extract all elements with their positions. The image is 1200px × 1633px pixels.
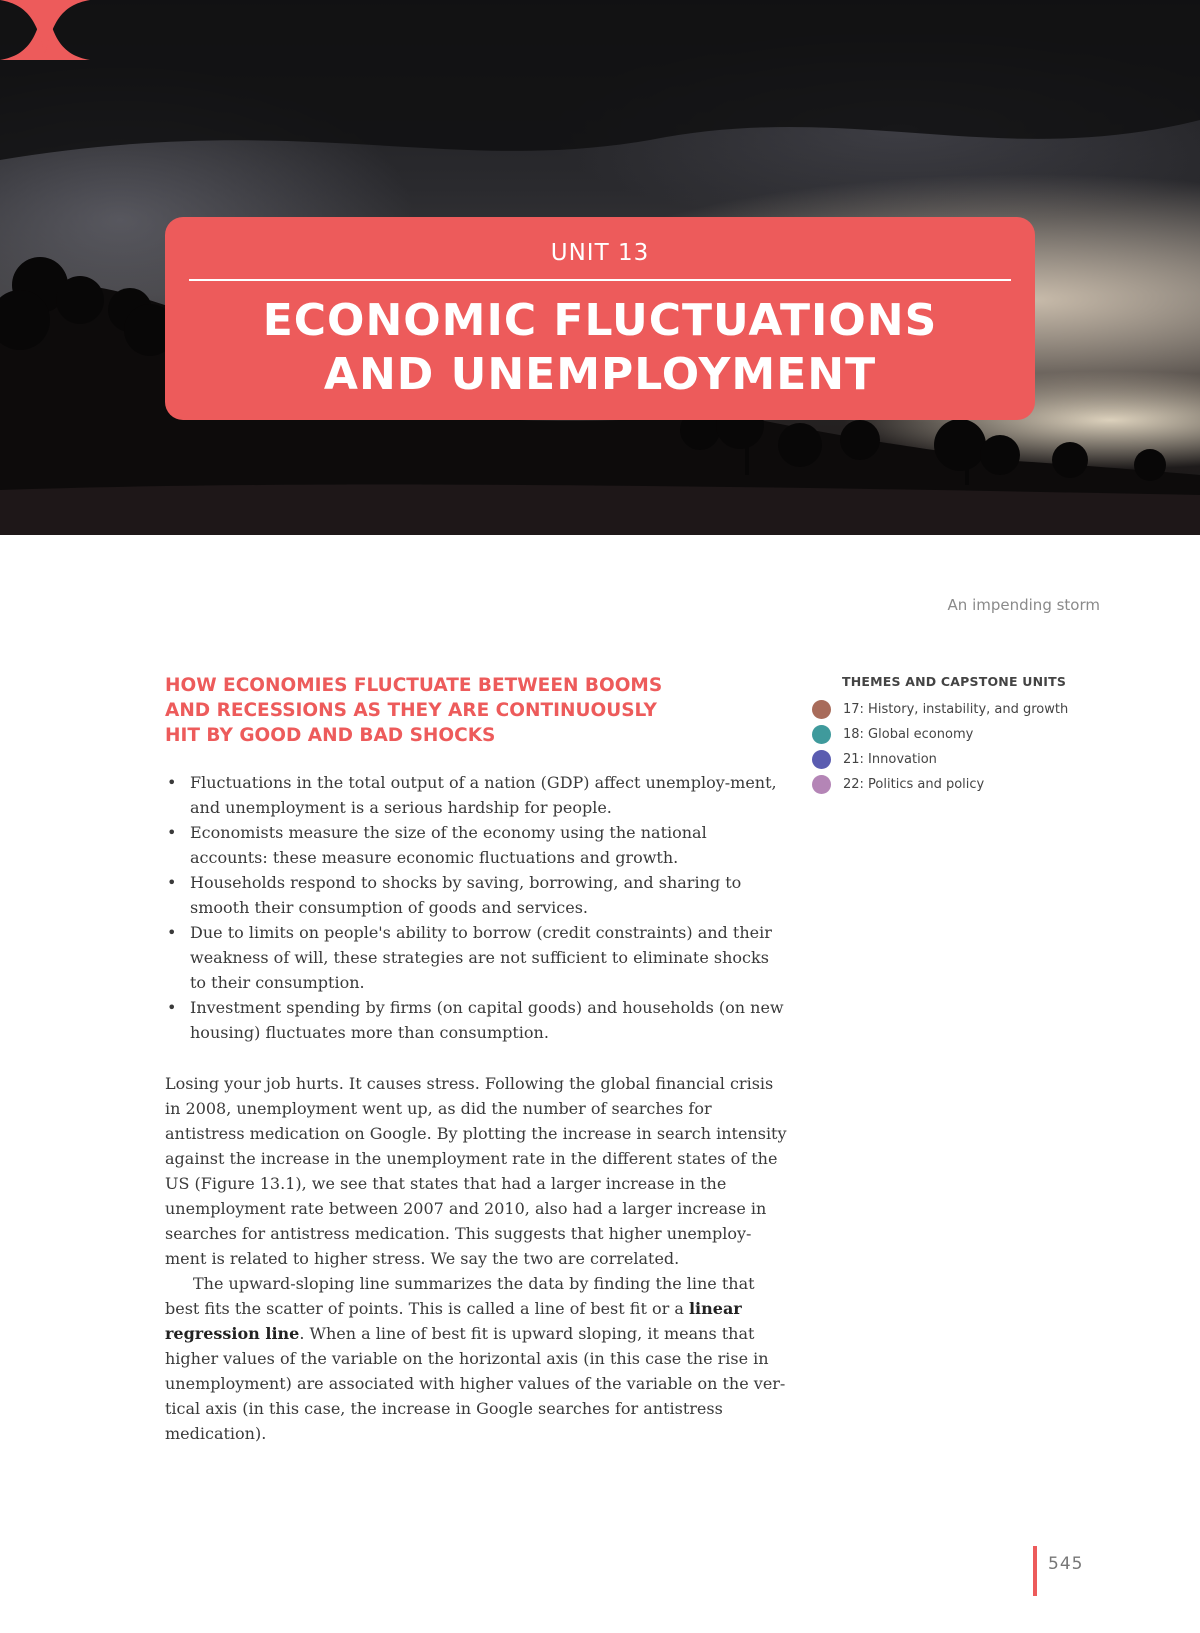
theme-dot-icon [812,725,831,744]
theme-label: 17: History, instability, and growth [843,702,1069,717]
bullet-icon: • [167,998,177,1017]
key-point [165,995,785,1045]
theme-label: 18: Global economy [843,727,974,742]
key-point [165,770,785,820]
page-number: 545 [1048,1554,1084,1574]
subheading-line-1: HOW ECONOMIES FLUCTUATE BETWEEN BOOMS [165,675,663,696]
unit-title [165,294,1035,402]
key-point-text: Due to limits on people's ability to borrow (credit constraints) and their weakness of will, these strategies are not sufficient to eliminate shocks to their consumption. [190,923,772,992]
bullet-icon: • [167,873,177,892]
theme-label: 21: Innovation [843,752,937,767]
image-caption: An impending storm [947,596,1100,614]
banner-bottom-ornament [0,0,90,60]
theme-dot-icon [812,750,831,769]
unit-title-line-2: AND UNEMPLOYMENT [323,349,877,400]
unit-number: UNIT 13 [550,240,650,266]
key-point [165,820,785,870]
unit-title-line-1: ECONOMIC FLUCTUATIONS [262,295,938,346]
themes-list [812,697,1068,797]
theme-label: 22: Politics and policy [843,777,985,792]
bullet-icon: • [167,823,177,842]
paragraph-2 [165,1271,787,1446]
body-text [165,1071,787,1446]
theme-item[interactable] [812,772,1068,797]
theme-item[interactable] [812,722,1068,747]
page-number-marker [1033,1546,1037,1596]
key-term-linear-regression-line: linear regression line [165,1299,742,1343]
hero-image [0,0,1200,535]
key-point [165,920,785,995]
paragraph-2-start: The upward-sloping line summarizes the data by finding the line that best fits the scatter of points. This is called a line of best fit or a [165,1274,755,1318]
key-point-text: Households respond to shocks by saving, borrowing, and sharing to smooth their consumption of goods and services. [190,873,742,917]
subheading-line-2: AND RECESSIONS AS THEY ARE CONTINUOUSLY [165,700,657,721]
key-point-text: Economists measure the size of the economy using the national accounts: these measure economic fluctuations and growth. [190,823,707,867]
key-points-list [165,770,785,1045]
key-point-text: Fluctuations in the total output of a nation (GDP) affect unemploy-ment, and unemployment is a serious hardship for people. [190,773,777,817]
themes-heading: THEMES AND CAPSTONE UNITS [842,674,1067,689]
theme-dot-icon [812,700,831,719]
banner-divider [189,279,1011,281]
bullet-icon: • [167,923,177,942]
key-point [165,870,785,920]
unit-subheading [165,673,725,748]
theme-item[interactable] [812,697,1068,722]
paragraph-2-end: . When a line of best fit is upward sloping, it means that higher values of the variable on the horizontal axis (in this case the rise in unemployment) are associated with higher values of the variable on the ver-tical axis (in this case, the increase in Google searches for antistress medication). [165,1324,786,1443]
bullet-icon: • [167,773,177,792]
theme-dot-icon [812,775,831,794]
theme-item[interactable] [812,747,1068,772]
subheading-line-3: HIT BY GOOD AND BAD SHOCKS [165,725,496,746]
paragraph-1: Losing your job hurts. It causes stress. Following the global financial crisis in 2008, unemployment went up, as did the number of searches for antistress medication on Google. By plotting the increase in search intensity against the increase in the unemployment rate in the different states of the US (Figure 13.1), we see that states that had a larger increase in the unemployment rate between 2007 and 2010, also had a larger increase in searches for antistress medication. This suggests that higher unemploy-ment is related to higher stress. We say the two are correlated. [165,1074,787,1268]
key-point-text: Investment spending by firms (on capital goods) and households (on new housing) fluctuates more than consumption. [190,998,784,1042]
